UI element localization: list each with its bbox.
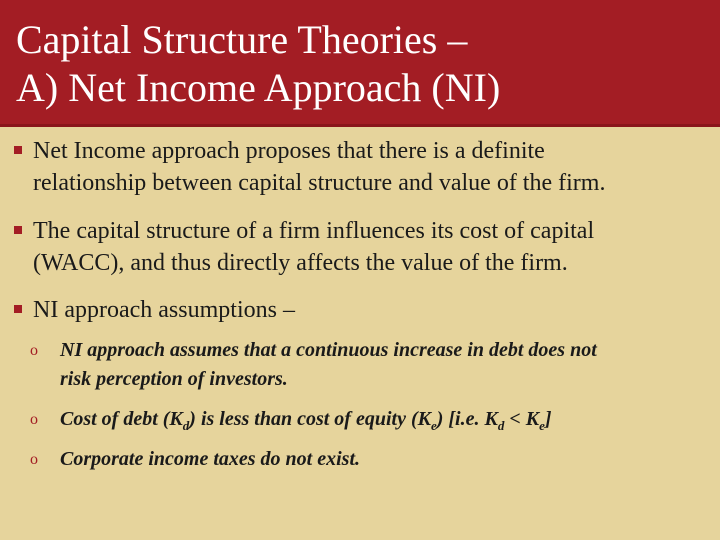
circle-bullet-icon: o (30, 342, 38, 359)
sub-bullet-line: risk perception of investors. (60, 368, 288, 390)
subscript: d (182, 418, 190, 433)
sub-bullet-text: ) [i.e. K (436, 408, 498, 430)
sub-bullet-text: ] (544, 408, 552, 430)
bullet-line: Net Income approach proposes that there is a definite (33, 138, 545, 164)
circle-bullet-icon: o (30, 411, 38, 428)
sub-bullet-text: < K (504, 408, 540, 430)
bullet-item (33, 215, 693, 279)
slide-title-line-1: Capital Structure Theories – (16, 17, 468, 62)
circle-bullet-icon: o (30, 451, 38, 468)
bullet-item (33, 294, 693, 326)
sub-bullet-line: Corporate income taxes do not exist. (60, 448, 360, 470)
bullet-item (33, 135, 693, 199)
subscript: d (497, 418, 505, 433)
sub-bullet-item (30, 405, 720, 440)
sub-bullet-item (30, 336, 720, 394)
slide-content (0, 127, 720, 540)
slide-title-line-2: A) Net Income Approach (NI) (16, 65, 501, 110)
square-bullet-icon (14, 226, 22, 234)
square-bullet-icon (14, 146, 22, 154)
sub-bullet-line: NI approach assumes that a continuous increase in debt does not (60, 339, 597, 361)
bullet-line: NI approach assumptions – (33, 297, 295, 323)
square-bullet-icon (14, 305, 22, 313)
sub-bullet-text: ) is less than cost of equity (K (189, 408, 431, 430)
bullet-line: relationship between capital structure and value of the firm. (33, 170, 606, 196)
bullet-line: (WACC), and thus directly affects the value of the firm. (33, 250, 568, 276)
sub-bullet-item (30, 445, 720, 474)
subscript: e (430, 418, 437, 433)
sub-bullet-text: Cost of debt (K (60, 408, 183, 430)
bullet-line: The capital structure of a firm influences its cost of capital (33, 218, 595, 244)
subscript: e (539, 418, 545, 433)
title-bar (0, 0, 720, 127)
